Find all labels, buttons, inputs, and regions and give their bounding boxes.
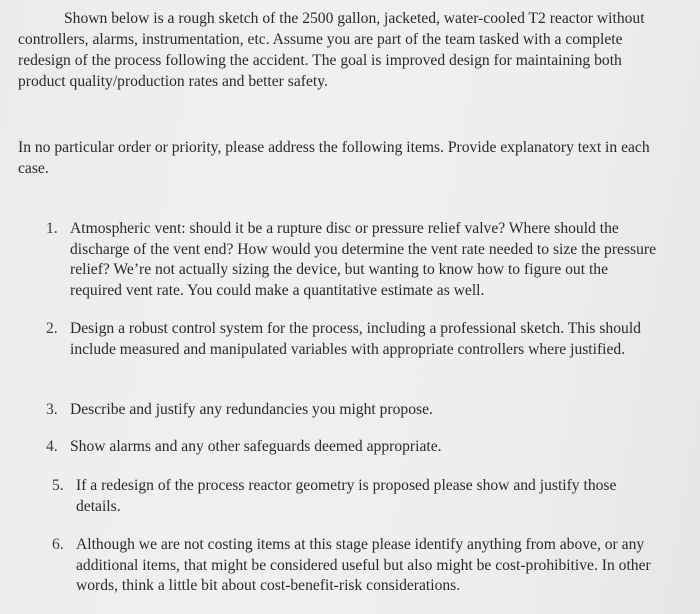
list-item-number: 2. — [46, 320, 58, 337]
list-item-number: 6. — [52, 536, 64, 553]
list-item-text: Atmospheric vent: should it be a rupture disc or pressure relief valve? Where should the discharge of the vent end? How would you determine the vent rate needed to size the pressure relief? We’re not actually sizing the device, but wanting to know how to figure out the required vent rate. You could make a quantitative estimate as well. — [70, 220, 657, 299]
list-item-text: Describe and justify any redundancies you might propose. — [70, 401, 433, 418]
list-item-text: Design a robust control system for the process, including a professional sketch. This should include measured and manipulated variables with appropriate controllers where justified. — [70, 320, 641, 358]
list-item-number: 5. — [52, 477, 64, 494]
list-item — [52, 476, 652, 517]
list-item-text: Although we are not costing items at this stage please identify anything from above, or any additional items, that might be considered useful but also might be cost-prohibitive. In other words, think a little bit about cost-benefit-risk considerations. — [76, 536, 651, 594]
list-item-text: Show alarms and any other safeguards deemed appropriate. — [70, 438, 442, 455]
list-item — [46, 219, 656, 301]
intro-paragraph: Shown below is a rough sketch of the 2500 gallon, jacketed, water-cooled T2 reactor without controllers, alarms, instrumentation, etc. Assume you are part of the team tasked with a complete redesign of the process following the accident. The goal is improved design for maintaining both product quality/production rates and better safety. — [18, 10, 645, 90]
list-item-number: 4. — [46, 438, 58, 455]
list-item — [46, 319, 646, 360]
list-item-number: 1. — [46, 220, 58, 237]
list-item — [46, 437, 646, 458]
list-item-text: If a redesign of the process reactor geometry is proposed please show and justify those details. — [76, 477, 617, 515]
list-item — [52, 535, 652, 597]
instructions-paragraph: In no particular order or priority, please address the following items. Provide explanatory text in each case. — [18, 139, 650, 177]
list-item — [46, 400, 646, 421]
list-item-number: 3. — [46, 401, 58, 418]
